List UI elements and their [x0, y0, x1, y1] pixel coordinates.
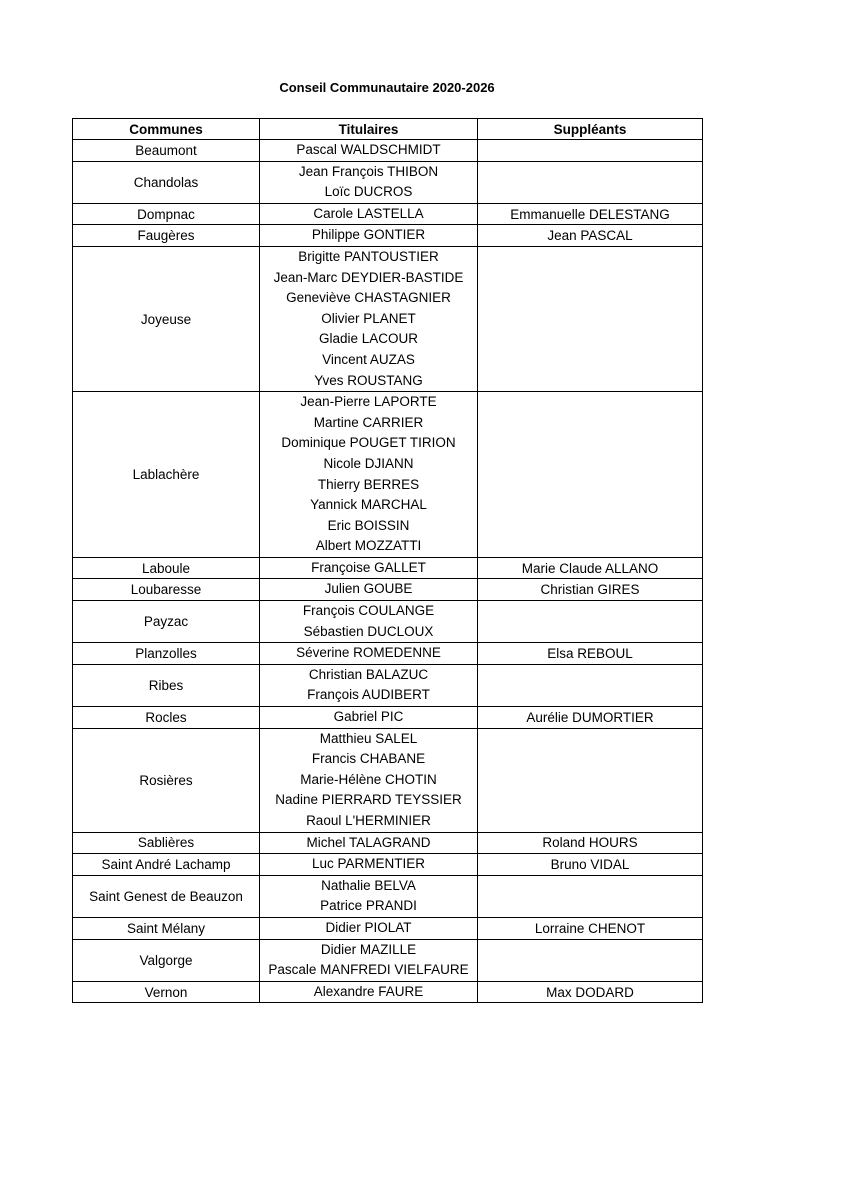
titulaire-name: Eric BOISSIN — [327, 517, 410, 533]
titulaire-name: Alexandre FAURE — [313, 983, 424, 999]
suppleant-cell — [478, 728, 703, 832]
table-row — [73, 225, 703, 247]
table-row — [73, 601, 703, 643]
table-row — [73, 728, 703, 832]
commune-cell: Valgorge — [73, 939, 260, 981]
table-header-row — [73, 119, 703, 140]
titulaire-name: Matthieu SALEL — [319, 730, 418, 746]
titulaire-name: Marie-Hélène CHOTIN — [300, 771, 437, 787]
suppleant-cell: Elsa REBOUL — [478, 643, 703, 665]
titulaires-cell — [260, 981, 478, 1003]
commune-cell: Loubaresse — [73, 579, 260, 601]
titulaire-name: Christian BALAZUC — [308, 666, 429, 682]
table-body — [73, 140, 703, 1003]
titulaires-cell — [260, 832, 478, 854]
table-row — [73, 557, 703, 579]
titulaire-name: Philippe GONTIER — [311, 227, 426, 243]
commune-cell: Payzac — [73, 601, 260, 643]
titulaire-name: Séverine ROMEDENNE — [296, 645, 441, 661]
titulaire-name: Nicole DJIANN — [323, 455, 414, 471]
table-row — [73, 707, 703, 729]
page-title: Conseil Communautaire 2020-2026 — [279, 80, 495, 95]
titulaire-name: Thierry BERRES — [317, 476, 420, 492]
commune-cell: Vernon — [73, 981, 260, 1003]
commune-cell: Faugères — [73, 225, 260, 247]
table-row — [73, 854, 703, 876]
table-row — [73, 246, 703, 391]
titulaires-cell — [260, 939, 478, 981]
titulaire-name: Jean-Pierre LAPORTE — [300, 394, 437, 410]
table-row — [73, 161, 703, 203]
titulaire-name: Martine CARRIER — [313, 414, 424, 430]
suppleant-cell: Lorraine CHENOT — [478, 917, 703, 939]
suppleant-cell: Christian GIRES — [478, 579, 703, 601]
commune-cell: Lablachère — [73, 392, 260, 558]
titulaire-name: Brigitte PANTOUSTIER — [298, 248, 439, 264]
suppleant-cell: Max DODARD — [478, 981, 703, 1003]
titulaire-name: Vincent AUZAS — [322, 351, 415, 367]
table-row — [73, 203, 703, 225]
titulaire-name: Jean François THIBON — [298, 163, 439, 179]
titulaire-name: Yves ROUSTANG — [314, 372, 423, 388]
commune-cell: Chandolas — [73, 161, 260, 203]
titulaire-name: Raoul L'HERMINIER — [306, 813, 431, 828]
titulaires-cell — [260, 601, 478, 643]
council-table — [72, 118, 703, 1003]
commune-cell: Laboule — [73, 557, 260, 579]
header-communes: Communes — [73, 119, 260, 140]
suppleant-cell: Marie Claude ALLANO — [478, 557, 703, 579]
titulaire-name: Didier PIOLAT — [325, 919, 412, 935]
titulaire-name: Jean-Marc DEYDIER-BASTIDE — [273, 269, 464, 285]
commune-cell: Saint André Lachamp — [73, 854, 260, 876]
titulaire-name: Francis CHABANE — [311, 751, 426, 767]
commune-cell: Saint Mélany — [73, 917, 260, 939]
titulaires-cell — [260, 579, 478, 601]
titulaire-name: Michel TALAGRAND — [306, 834, 431, 850]
titulaires-cell — [260, 392, 478, 558]
titulaire-name: Dominique POUGET TIRION — [281, 435, 456, 451]
titulaires-cell — [260, 707, 478, 729]
suppleant-cell: Bruno VIDAL — [478, 854, 703, 876]
titulaire-name: Julien GOUBE — [324, 581, 413, 597]
titulaire-name: Pascal WALDSCHMIDT — [296, 142, 441, 157]
commune-cell: Dompnac — [73, 203, 260, 225]
titulaires-cell — [260, 161, 478, 203]
titulaires-cell — [260, 917, 478, 939]
suppleant-cell: Emmanuelle DELESTANG — [478, 203, 703, 225]
titulaires-cell — [260, 728, 478, 832]
suppleant-cell — [478, 939, 703, 981]
titulaires-cell — [260, 225, 478, 247]
titulaire-name: Nathalie BELVA — [321, 877, 416, 893]
titulaire-name: Olivier PLANET — [321, 310, 416, 326]
titulaire-name: Patrice PRANDI — [320, 898, 417, 914]
titulaire-name: Didier MAZILLE — [320, 941, 417, 957]
table-row — [73, 939, 703, 981]
titulaires-cell — [260, 203, 478, 225]
titulaires-cell — [260, 643, 478, 665]
table-row — [73, 392, 703, 558]
titulaire-name: Carole LASTELLA — [313, 205, 424, 221]
suppleant-cell — [478, 392, 703, 558]
commune-cell: Rocles — [73, 707, 260, 729]
commune-cell: Planzolles — [73, 643, 260, 665]
titulaire-name: Luc PARMENTIER — [311, 856, 426, 872]
header-suppleants: Suppléants — [478, 119, 703, 140]
table-row — [73, 643, 703, 665]
titulaires-cell — [260, 246, 478, 391]
titulaires-cell — [260, 664, 478, 706]
titulaires-cell — [260, 854, 478, 876]
titulaires-cell — [260, 140, 478, 162]
titulaire-name: Gladie LACOUR — [318, 331, 419, 347]
titulaire-name: Gabriel PIC — [333, 709, 404, 725]
suppleant-cell: Aurélie DUMORTIER — [478, 707, 703, 729]
table-row — [73, 875, 703, 917]
titulaire-name: Nadine PIERRARD TEYSSIER — [275, 792, 462, 808]
titulaire-name: François COULANGE — [302, 603, 435, 619]
commune-cell: Joyeuse — [73, 246, 260, 391]
suppleant-cell — [478, 664, 703, 706]
table-row — [73, 579, 703, 601]
titulaires-cell — [260, 557, 478, 579]
titulaire-name: Pascale MANFREDI VIELFAURE — [268, 962, 469, 978]
titulaire-name: François AUDIBERT — [307, 687, 430, 703]
titulaire-name: Albert MOZZATTI — [315, 538, 422, 554]
table-row — [73, 981, 703, 1003]
suppleant-cell: Jean PASCAL — [478, 225, 703, 247]
titulaire-name: Loïc DUCROS — [324, 184, 413, 200]
table-row — [73, 664, 703, 706]
table-row — [73, 832, 703, 854]
titulaire-name: Geneviève CHASTAGNIER — [286, 290, 451, 306]
titulaire-name: Yannick MARCHAL — [310, 497, 427, 513]
titulaire-name: Sébastien DUCLOUX — [303, 623, 434, 639]
commune-cell: Ribes — [73, 664, 260, 706]
table-row — [73, 140, 703, 162]
commune-cell: Sablières — [73, 832, 260, 854]
header-titulaires: Titulaires — [260, 119, 478, 140]
suppleant-cell — [478, 161, 703, 203]
titulaires-cell — [260, 875, 478, 917]
commune-cell: Rosières — [73, 728, 260, 832]
suppleant-cell — [478, 140, 703, 162]
table-row — [73, 917, 703, 939]
suppleant-cell — [478, 246, 703, 391]
commune-cell: Saint Genest de Beauzon — [73, 875, 260, 917]
suppleant-cell — [478, 601, 703, 643]
titulaire-name: Françoise GALLET — [311, 559, 426, 575]
suppleant-cell: Roland HOURS — [478, 832, 703, 854]
suppleant-cell — [478, 875, 703, 917]
commune-cell: Beaumont — [73, 140, 260, 162]
